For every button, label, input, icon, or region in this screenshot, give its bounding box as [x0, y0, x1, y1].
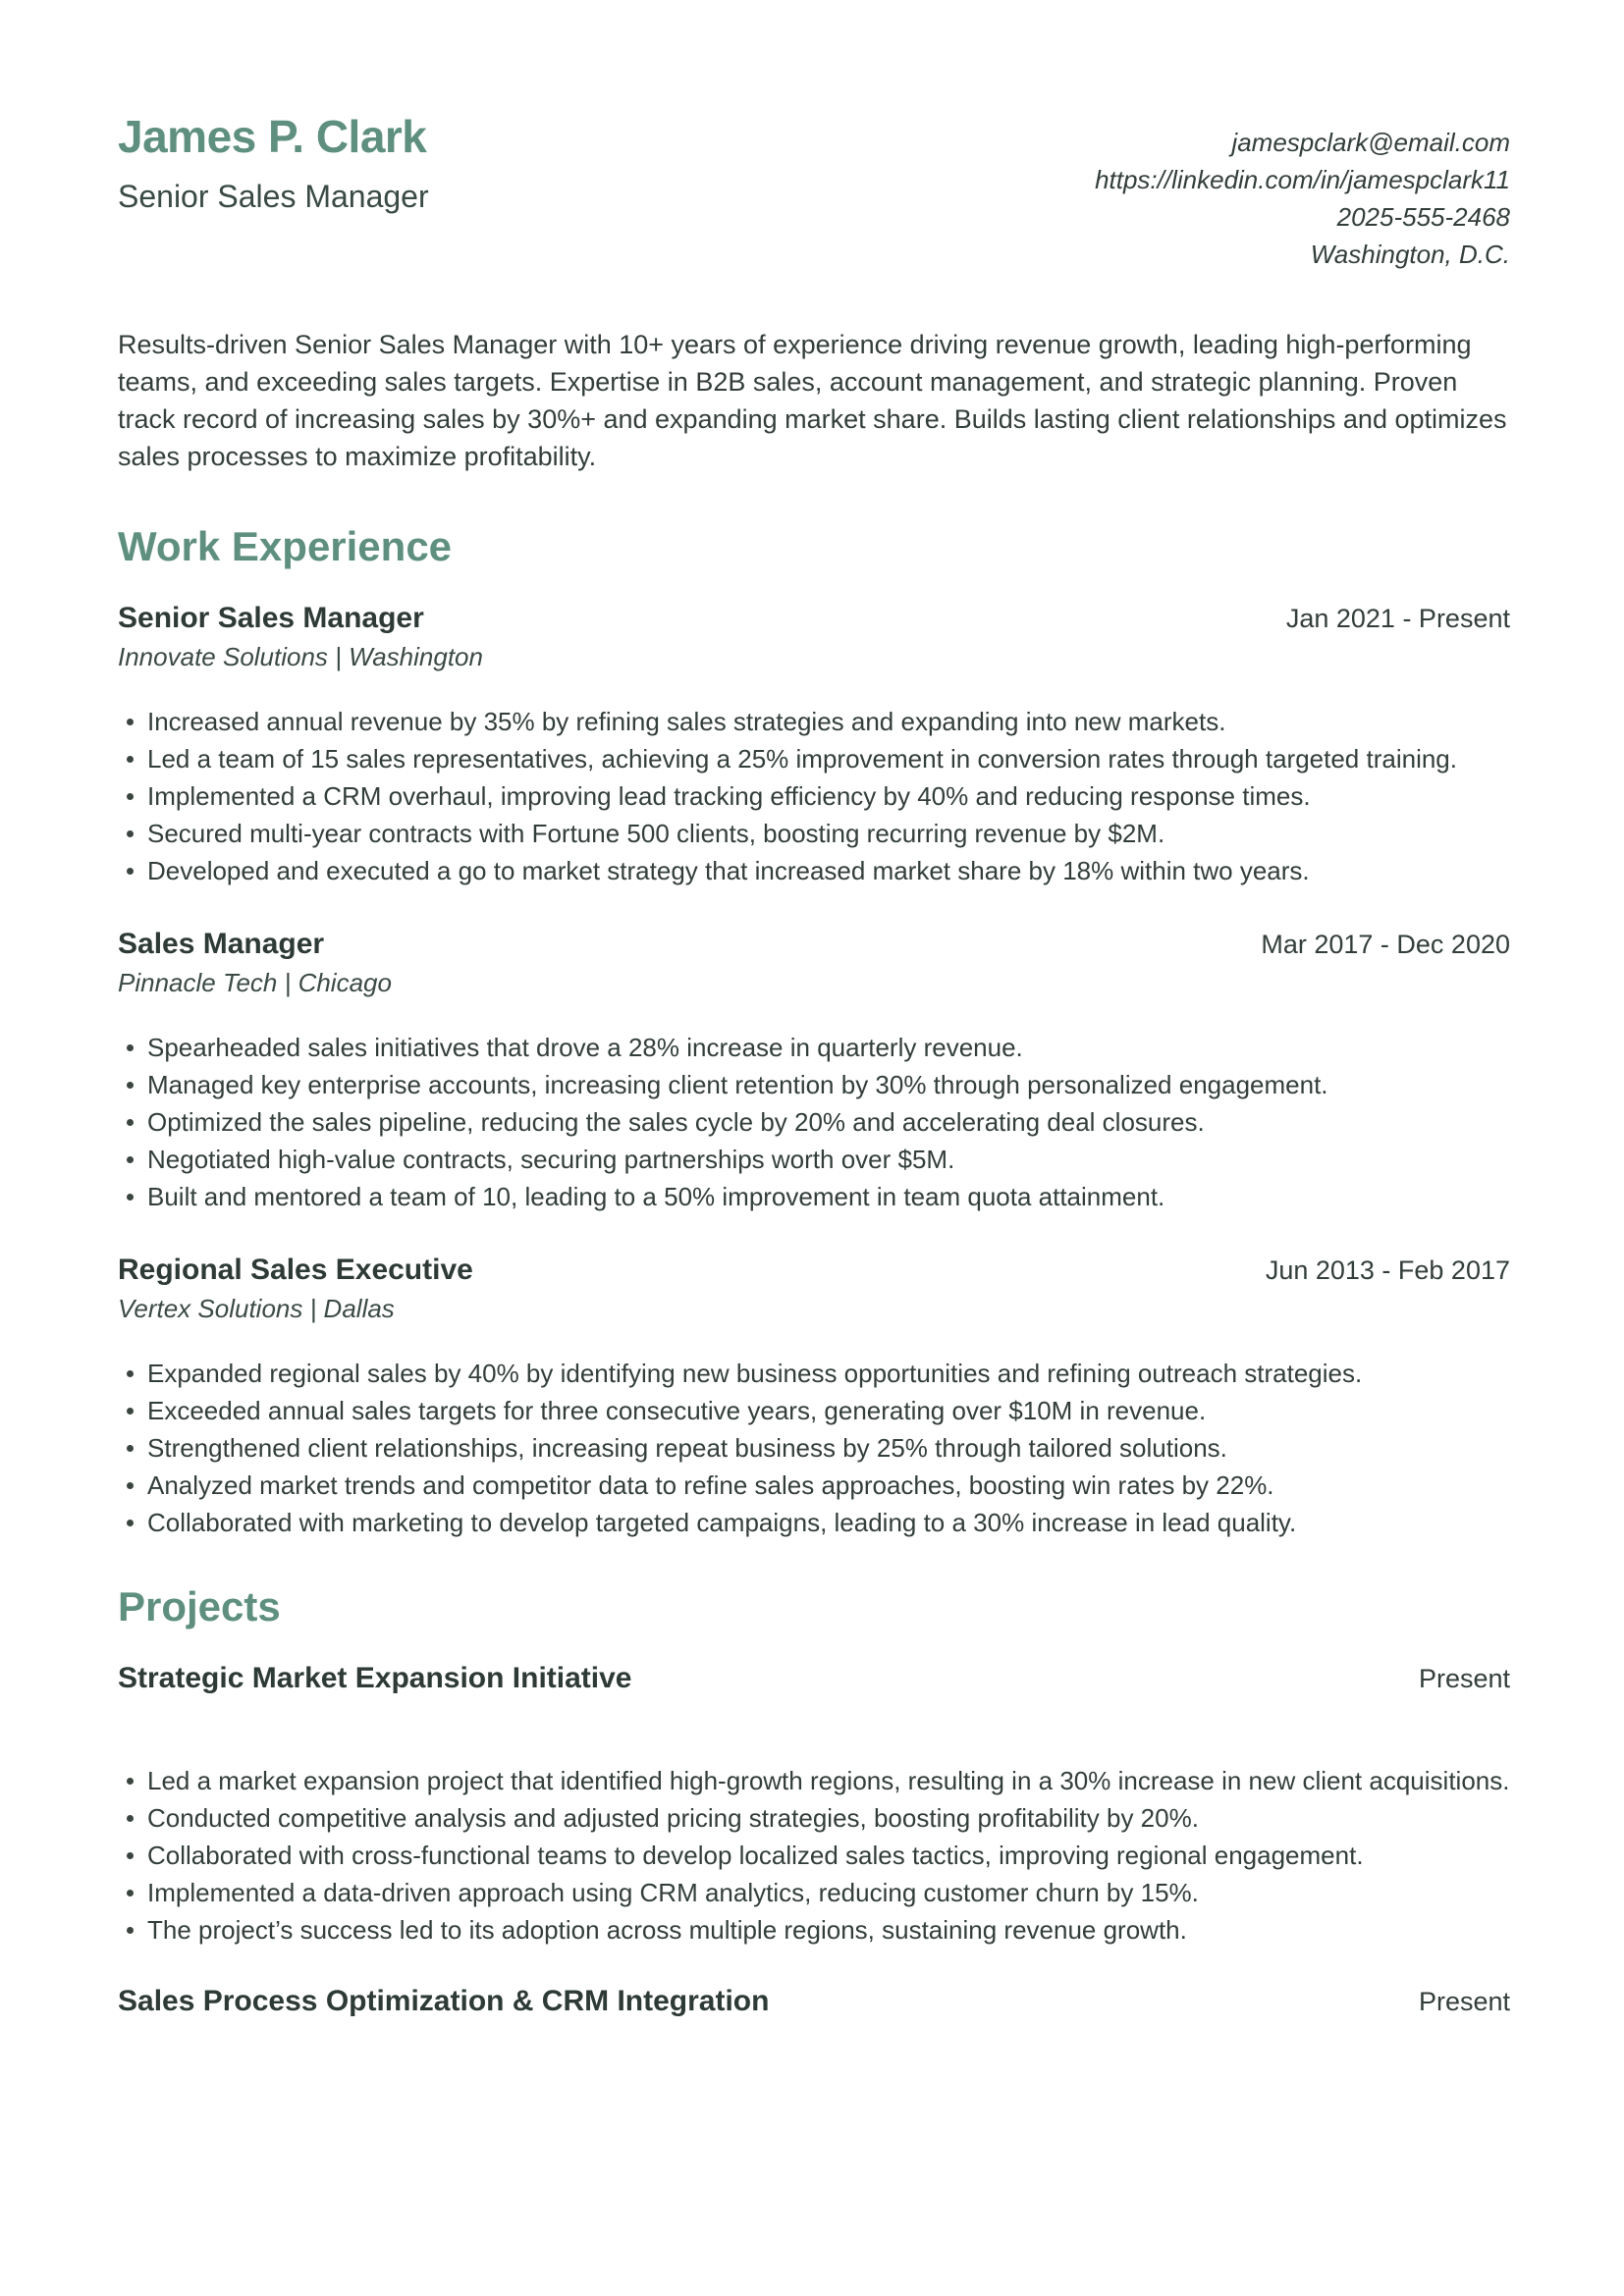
job-entry-sales-manager: [118, 927, 1510, 1215]
project-entry-head: [118, 1984, 1510, 2019]
project-title: Sales Process Optimization & CRM Integration: [118, 1985, 770, 2017]
job-entry-senior-sales-manager: [118, 601, 1510, 889]
bullet-item: Developed and executed a go to market strategy that increased market share by 18% within two years.: [118, 852, 1510, 889]
job-bullet-list: [118, 703, 1510, 889]
bullet-item: Analyzed market trends and competitor data to refine sales approaches, boosting win rates by 22%.: [118, 1467, 1510, 1504]
section-heading-projects: Projects: [118, 1583, 281, 1629]
job-company-location: Vertex Solutions | Dallas: [118, 1294, 395, 1323]
project-entry-crm-integration: [118, 1984, 1510, 2019]
contact-email: jamespclark@email.com: [1231, 128, 1510, 157]
project-dates: Present: [1418, 1664, 1510, 1693]
project-entry-head: [118, 1661, 1510, 1696]
job-position-title: Regional Sales Executive: [118, 1254, 473, 1286]
bullet-item: Collaborated with cross-functional teams to develop localized sales tactics, improving regional engagement.: [118, 1837, 1510, 1874]
job-entry-head: [118, 1253, 1510, 1288]
job-dates: Jan 2021 - Present: [1285, 604, 1510, 633]
bullet-item: Led a market expansion project that identified high-growth regions, resulting in a 30% increase in new client acquisitions.: [118, 1762, 1510, 1799]
job-company-location: Innovate Solutions | Washington: [118, 642, 483, 671]
project-entry-market-expansion: [118, 1661, 1510, 1949]
job-position-title: Senior Sales Manager: [118, 602, 424, 634]
contact-phone: 2025-555-2468: [1336, 202, 1510, 232]
identity-block: [118, 112, 429, 215]
bullet-item: Built and mentored a team of 10, leading to a 50% improvement in team quota attainment.: [118, 1178, 1510, 1215]
bullet-item: Implemented a CRM overhaul, improving lead tracking efficiency by 40% and reducing response times.: [118, 777, 1510, 815]
bullet-item: The project’s success led to its adoption across multiple regions, sustaining revenue growth.: [118, 1911, 1510, 1949]
person-job-title: Senior Sales Manager: [118, 179, 429, 214]
job-position-title: Sales Manager: [118, 928, 325, 960]
person-name: James P. Clark: [118, 111, 427, 162]
bullet-item: Collaborated with marketing to develop targeted campaigns, leading to a 30% increase in lead quality.: [118, 1504, 1510, 1541]
bullet-item: Implemented a data-driven approach using CRM analytics, reducing customer churn by 15%.: [118, 1874, 1510, 1911]
bullet-item: Conducted competitive analysis and adjusted pricing strategies, boosting profitability by 20%.: [118, 1799, 1510, 1837]
bullet-item: Increased annual revenue by 35% by refining sales strategies and expanding into new markets.: [118, 703, 1510, 740]
professional-summary: Results-driven Senior Sales Manager with 10+ years of experience driving revenue growth, leading high-performing teams, and exceeding sales targets. Expertise in B2B sales, account management, and strategic planning. Proven track record of increasing sales by 30%+ and expanding market share. Builds lasting client relationships and optimizes sales processes to maximize profitability.: [118, 330, 1507, 471]
job-dates: Jun 2013 - Feb 2017: [1265, 1255, 1510, 1285]
contact-location: Washington, D.C.: [1310, 240, 1510, 269]
job-bullet-list: [118, 1029, 1510, 1215]
section-heading-work-experience: Work Experience: [118, 523, 453, 569]
contact-block: [1095, 124, 1510, 273]
bullet-item: Led a team of 15 sales representatives, achieving a 25% improvement in conversion rates through targeted training.: [118, 740, 1510, 777]
job-dates: Mar 2017 - Dec 2020: [1261, 930, 1510, 959]
bullet-item: Strengthened client relationships, increasing repeat business by 25% through tailored solutions.: [118, 1429, 1510, 1467]
resume-header: [118, 112, 1510, 273]
contact-linkedin-url: https://linkedin.com/in/jamespclark11: [1095, 165, 1510, 194]
job-entry-head: [118, 927, 1510, 962]
bullet-item: Expanded regional sales by 40% by identifying new business opportunities and refining outreach strategies.: [118, 1355, 1510, 1392]
bullet-item: Spearheaded sales initiatives that drove a 28% increase in quarterly revenue.: [118, 1029, 1510, 1066]
job-bullet-list: [118, 1355, 1510, 1541]
bullet-item: Optimized the sales pipeline, reducing the sales cycle by 20% and accelerating deal closures.: [118, 1103, 1510, 1141]
project-dates: Present: [1418, 1987, 1510, 2016]
bullet-item: Negotiated high-value contracts, securing partnerships worth over $5M.: [118, 1141, 1510, 1178]
project-bullet-list: [118, 1762, 1510, 1949]
job-entry-head: [118, 601, 1510, 636]
job-company-location: Pinnacle Tech | Chicago: [118, 968, 392, 997]
bullet-item: Secured multi-year contracts with Fortune 500 clients, boosting recurring revenue by $2M.: [118, 815, 1510, 852]
bullet-item: Managed key enterprise accounts, increasing client retention by 30% through personalized engagement.: [118, 1066, 1510, 1103]
project-title: Strategic Market Expansion Initiative: [118, 1662, 632, 1694]
bullet-item: Exceeded annual sales targets for three consecutive years, generating over $10M in revenue.: [118, 1392, 1510, 1429]
job-entry-regional-sales-executive: [118, 1253, 1510, 1541]
